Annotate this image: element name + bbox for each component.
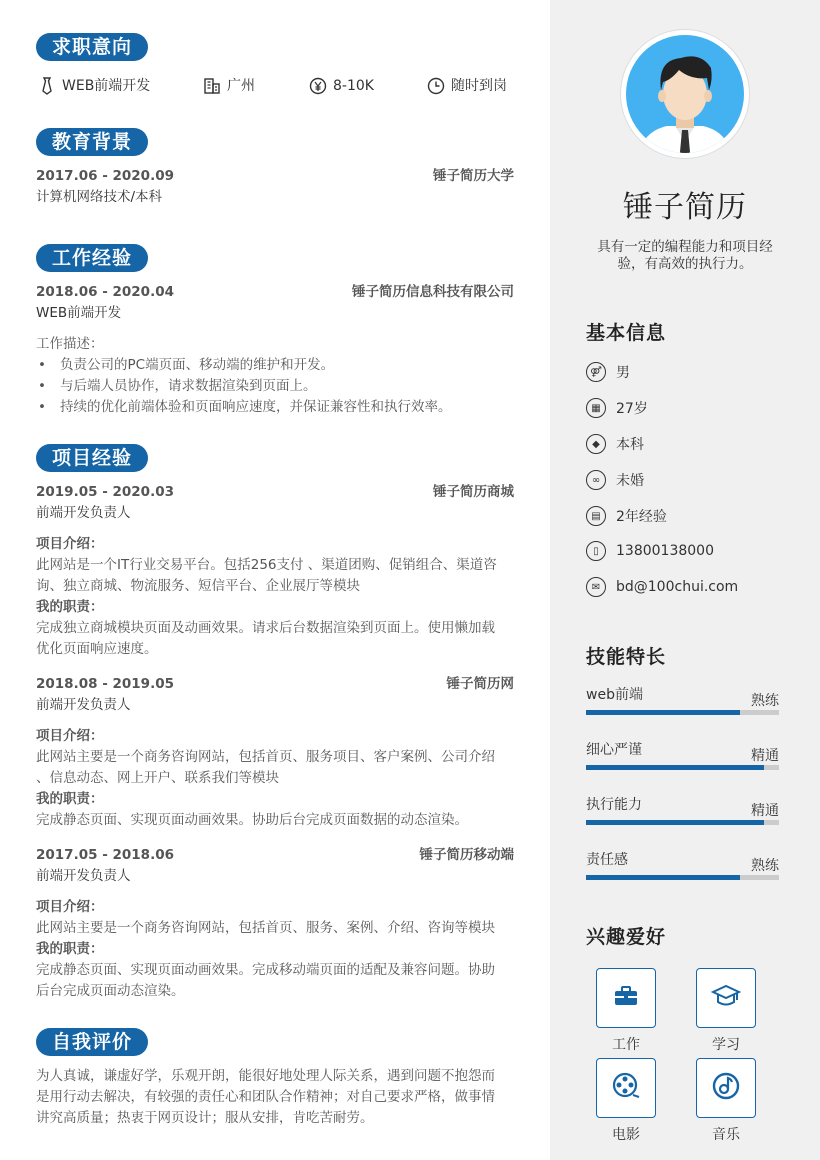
skill-bar-fill <box>586 710 740 715</box>
clock-icon <box>427 77 445 95</box>
education-period: 2017.06 - 2020.09 <box>36 168 174 184</box>
skill-bar-fill <box>586 765 764 770</box>
basic-info-title: 基本信息 <box>586 322 667 344</box>
film-reel-icon <box>611 1071 641 1105</box>
project-intro-line: 此网站主要是一个商务咨询网站，包括首页、服务、案例、介绍、咨询等模块 <box>36 920 495 936</box>
info-experience-text: 2年经验 <box>616 509 667 525</box>
intent-city-text: 广州 <box>227 78 255 94</box>
building-icon <box>203 77 221 95</box>
education-school: 锤子简历大学 <box>433 168 514 184</box>
hobby-box <box>596 968 656 1028</box>
project-period: 2019.05 - 2020.03 <box>36 484 174 500</box>
project-intro-line: 此网站主要是一个商务咨询网站，包括首页、服务项目、客户案例、公司介绍 <box>36 749 495 765</box>
graduation-cap-icon <box>711 984 741 1012</box>
skill-name: 执行能力 <box>586 797 642 813</box>
skill-name: web前端 <box>586 687 643 703</box>
project-role: 前端开发负责人 <box>36 697 131 713</box>
project-period: 2017.05 - 2018.06 <box>36 847 174 863</box>
rings-icon: ∞ <box>586 470 606 490</box>
info-gender <box>586 362 630 382</box>
skill-item <box>586 794 779 819</box>
project-duty-label: 我的职责： <box>36 791 104 807</box>
gender-icon: ⚤ <box>586 362 606 382</box>
skills-title: 技能特长 <box>586 646 667 668</box>
work-bullet: • 持续的优化前端体验和页面响应速度，并保证兼容性和执行效率。 <box>36 397 452 418</box>
skill-bar-fill <box>586 875 740 880</box>
project-name: 锤子简历网 <box>446 676 514 692</box>
hobby-study <box>696 968 756 1054</box>
phone-icon: ▯ <box>586 541 606 561</box>
project-name: 锤子简历商城 <box>433 484 514 500</box>
avatar <box>621 30 749 158</box>
hobby-label: 音乐 <box>712 1127 740 1143</box>
skill-bar-fill <box>586 820 764 825</box>
intent-availability <box>427 76 507 96</box>
self-eval-line: 讲究高质量；热衷于网页设计；服从安排，肯吃苦耐劳。 <box>36 1110 374 1126</box>
education-major: 计算机网络技术/本科 <box>36 189 163 205</box>
work-company: 锤子简历信息科技有限公司 <box>352 284 514 300</box>
graduation-cap-icon: ◆ <box>586 434 606 454</box>
project-duty-label: 我的职责： <box>36 599 104 615</box>
skill-level: 精通 <box>751 803 779 819</box>
section-header-education: 教育背景 <box>36 128 148 156</box>
self-eval-line: 为人真诚，谦虚好学，乐观开朗，能很好地处理人际关系，遇到问题不抱怨而 <box>36 1068 495 1084</box>
project-intro-label: 项目介绍： <box>36 536 104 552</box>
briefcase-icon <box>613 985 639 1011</box>
hobby-label: 工作 <box>612 1037 640 1053</box>
project-duty-line: 完成静态页面、实现页面动画效果。完成移动端页面的适配及兼容问题。协助 <box>36 962 495 978</box>
info-degree <box>586 434 644 454</box>
info-phone-text: 13800138000 <box>616 543 714 559</box>
skill-item <box>586 684 779 709</box>
project-duty-line: 完成独立商城模块页面及动画效果。请求后台数据渲染到页面上。使用懒加载 <box>36 620 495 636</box>
info-degree-text: 本科 <box>616 437 644 453</box>
info-email <box>586 577 738 597</box>
hobby-label: 学习 <box>712 1037 740 1053</box>
project-intro-line: 询、独立商城、物流服务、短信平台、企业展厅等模块 <box>36 578 360 594</box>
hobby-box <box>596 1058 656 1118</box>
intent-position-text: WEB前端开发 <box>62 78 151 94</box>
project-intro-label: 项目介绍： <box>36 899 104 915</box>
hobby-work <box>596 968 656 1054</box>
skill-name: 细心严谨 <box>586 742 642 758</box>
profile-name: 锤子简历 <box>623 190 747 225</box>
project-duty-line: 优化页面响应速度。 <box>36 641 158 657</box>
work-bullet: • 负责公司的PC端页面、移动端的维护和开发。 <box>36 355 334 376</box>
section-header-work: 工作经验 <box>36 244 148 272</box>
project-intro-line: 、信息动态、网上开户、联系我们等模块 <box>36 770 279 786</box>
skill-bar <box>586 875 779 880</box>
intent-city <box>203 76 255 96</box>
section-header-intent: 求职意向 <box>36 33 148 61</box>
project-role: 前端开发负责人 <box>36 505 131 521</box>
hobby-box <box>696 968 756 1028</box>
music-disc-icon <box>711 1071 741 1105</box>
sidebar <box>550 0 820 1160</box>
skill-bar <box>586 765 779 770</box>
profile-tagline-line: 具有一定的编程能力和项目经 <box>597 239 773 255</box>
project-duty-line: 完成静态页面、实现页面动画效果。协助后台完成页面数据的动态渲染。 <box>36 812 468 828</box>
email-icon: ✉ <box>586 577 606 597</box>
intent-salary <box>309 76 374 96</box>
skill-level: 熟练 <box>751 858 779 874</box>
tie-icon <box>38 77 56 95</box>
info-marital <box>586 470 644 490</box>
hobby-music <box>696 1058 756 1144</box>
hobby-movie <box>596 1058 656 1144</box>
work-bullet: • 与后端人员协作，请求数据渲染到页面上。 <box>36 376 317 397</box>
section-header-projects: 项目经验 <box>36 444 148 472</box>
project-intro-label: 项目介绍： <box>36 728 104 744</box>
self-eval-line: 是用行动去解决，有较强的责任心和团队合作精神；对自己要求严格，做事情 <box>36 1089 495 1105</box>
info-gender-text: 男 <box>616 365 630 381</box>
intent-availability-text: 随时到岗 <box>451 78 507 94</box>
calendar-icon: ▦ <box>586 398 606 418</box>
intent-position <box>38 76 150 96</box>
intent-salary-text: 8-10K <box>333 78 374 94</box>
hobbies-title: 兴趣爱好 <box>586 926 667 948</box>
project-duty-line: 后台完成页面动态渲染。 <box>36 983 185 999</box>
project-duty-label: 我的职责： <box>36 941 104 957</box>
project-role: 前端开发负责人 <box>36 868 131 884</box>
project-period: 2018.08 - 2019.05 <box>36 676 174 692</box>
yen-icon <box>309 77 327 95</box>
work-period: 2018.06 - 2020.04 <box>36 284 174 300</box>
hobby-box <box>696 1058 756 1118</box>
info-age-text: 27岁 <box>616 401 648 417</box>
info-experience <box>586 506 667 526</box>
profile-tagline-line: 验，有高效的执行力。 <box>617 256 753 272</box>
skill-bar <box>586 820 779 825</box>
project-intro-line: 此网站是一个IT行业交易平台。包括256支付 、渠道团购、促销组合、渠道咨 <box>36 557 497 573</box>
info-email-text: bd@100chui.com <box>616 579 739 595</box>
work-title: WEB前端开发 <box>36 305 122 321</box>
project-name: 锤子简历移动端 <box>419 847 514 863</box>
hobby-label: 电影 <box>612 1127 640 1143</box>
info-marital-text: 未婚 <box>616 473 644 489</box>
skill-name: 责任感 <box>586 852 628 868</box>
skill-bar <box>586 710 779 715</box>
work-desc-label: 工作描述： <box>36 336 104 352</box>
notebook-icon: ▤ <box>586 506 606 526</box>
skill-item <box>586 739 779 764</box>
skill-level: 熟练 <box>751 693 779 709</box>
section-header-self: 自我评价 <box>36 1028 148 1056</box>
skill-level: 精通 <box>751 748 779 764</box>
skill-item <box>586 849 779 874</box>
info-age <box>586 398 648 418</box>
info-phone <box>586 541 714 561</box>
